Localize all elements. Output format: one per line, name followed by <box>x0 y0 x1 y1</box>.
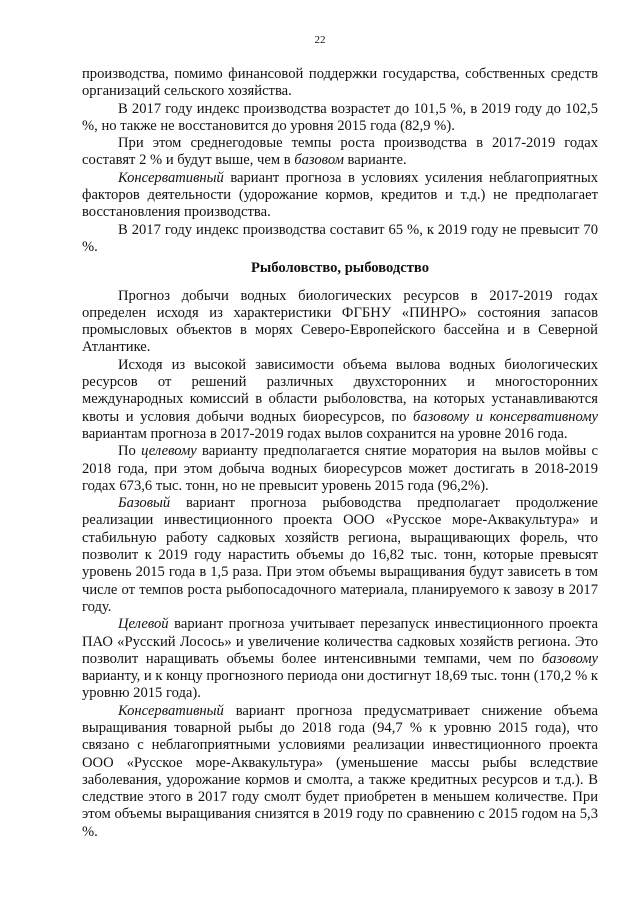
text-run: По <box>118 443 142 460</box>
text-run: При этом среднегодовые темпы роста производства в 2017-2019 годах составят 2 % и будут выше, чем в <box>82 135 598 169</box>
paragraph: Прогноз добычи водных биологических ресурсов в 2017-2019 годах определен исходя из характеристики ФГБНУ «ПИНРО» состояния запасов промысловых объектов в морях Северо-Европейского бассейна и в Северной Атлантике. <box>82 287 598 356</box>
paragraph: В 2017 году индекс производства возрастет до 101,5 %, в 2019 году до 102,5 %, но также не восстановится до уровня 2015 года (82,9 %). <box>82 100 598 134</box>
text-run: варианте. <box>343 152 407 169</box>
text-run: вариант прогноза рыбоводства предполагает продолжение реализации инвестиционного проекта ООО «Русское море-Аквакультура» и стабильную работу садковых хозяйств региона, выращивающих форель, что позволит к 2019 году нарастить объемы до 16,82 тыс. тонн, которые превысят уровень 2015 года в 1,5 раза. При этом объемы выращивания будут зависеть в том числе от темпов роста рыбопосадочного материала, планируемого к завозу в 2017 году. <box>82 495 598 615</box>
italic-term: базовом <box>294 152 344 169</box>
italic-term: Консервативный <box>118 169 224 186</box>
document-body <box>82 66 598 841</box>
paragraph <box>82 170 598 222</box>
section-heading: Рыболовство, рыбоводство <box>250 260 430 277</box>
italic-term: Консервативный <box>118 702 224 719</box>
paragraph <box>82 495 598 616</box>
text-run: вариант прогноза предусматривает снижение объема выращивания товарной рыбы до 2018 года (94,7 % к уровню 2015 года), что связано с неблагоприятными условиями реализации инвестиционного проекта ООО «Русское море-Аквакультура» (уменьшение массы рыбы вследствие заболевания, удорожание кормов и смолта, а также кредитных ресурсов и т.д.). В следствие этого в 2017 году смолт будет приобретен в меньшем количестве. При этом объемы выращивания снизятся в 2019 году по сравнению с 2015 годом на 5,3 %. <box>82 702 598 840</box>
paragraph <box>82 443 598 495</box>
text-run: Исходя из высокой зависимости объема вылова водных биологических ресурсов от решений различных двухсторонних и многосторонних международных комиссий в области рыболовства, на которых устанавливаются квоты и условия добычи водных биоресурсов, по <box>82 356 598 425</box>
italic-term: базовому и консервативному <box>413 408 598 425</box>
paragraph: В 2017 году индекс производства составит 65 %, к 2019 году не превысит 70 %. <box>82 221 598 255</box>
italic-term: Базовый <box>118 495 171 512</box>
paragraph <box>82 357 598 443</box>
text-run: варианту, и к концу прогнозного периода они достигнут 18,69 тыс. тонн (170,2 % к уровню 2015 года). <box>82 668 598 702</box>
paragraph: производства, помимо финансовой поддержки государства, собственных средств организаций сельского хозяйства. <box>82 66 598 100</box>
text-run: вариант прогноза в условиях усиления неблагоприятных факторов деятельности (удорожание кормов, кредитов и т.д.) не предполагает восстановления производства. <box>82 169 598 221</box>
paragraph <box>82 135 598 170</box>
italic-term: Целевой <box>118 616 169 633</box>
text-run: вариантам прогноза в 2017-2019 годах вылов сохранится на уровне 2016 года. <box>82 425 568 442</box>
text-run: вариант прогноза учитывает перезапуск инвестиционного проекта ПАО «Русский Лосось» и увеличение количества садковых хозяйств региона. Это позволит наращивать объемы более интенсивными темпами, чем по <box>82 616 598 667</box>
text-run: варианту предполагается снятие моратория на вылов мойвы с 2018 года, при этом добыча водных биоресурсов может достигать в 2018-2019 годах 673,6 тыс. тонн, но не превысит уровень 2015 года (96,2%). <box>82 443 598 494</box>
italic-term: целевому <box>141 443 197 460</box>
italic-term: базовому <box>541 650 598 667</box>
paragraph <box>82 703 598 841</box>
page-number: 22 <box>314 34 326 46</box>
paragraph <box>82 616 598 702</box>
